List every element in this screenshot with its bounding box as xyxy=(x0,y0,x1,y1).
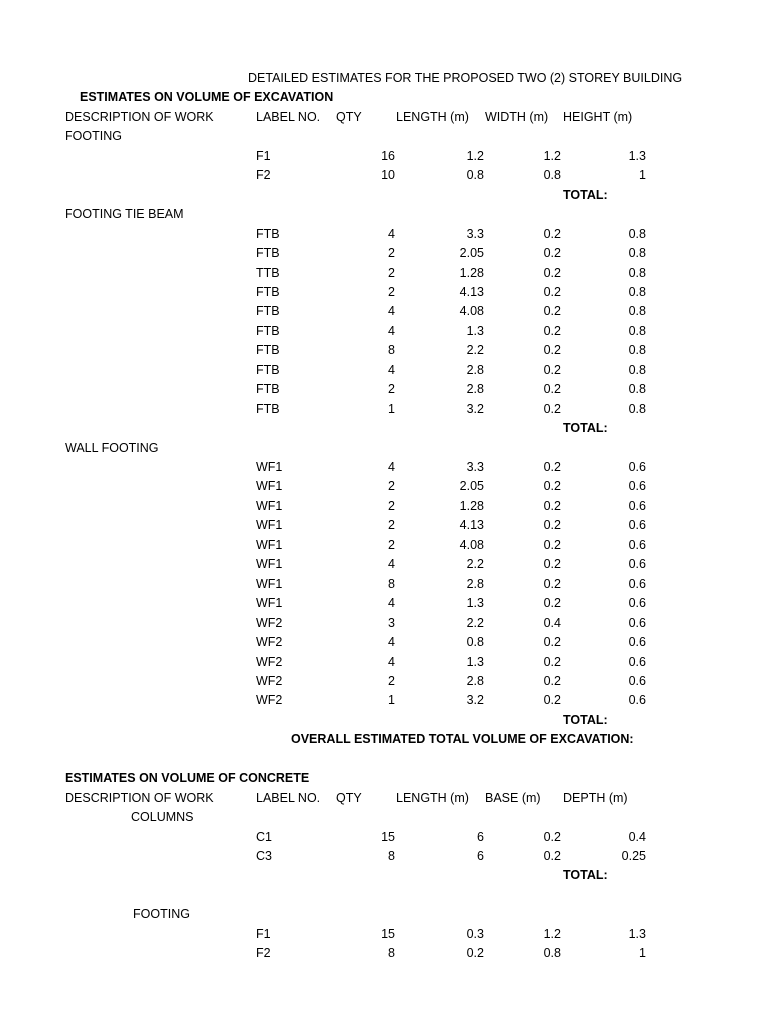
cell-dim-3: 0.6 xyxy=(628,615,646,630)
cell-label-no: WF1 xyxy=(256,537,283,552)
cell-qty: 8 xyxy=(388,343,395,358)
cell-qty: 1 xyxy=(388,401,395,416)
header-description: DESCRIPTION OF WORK xyxy=(65,790,214,805)
cell-base: 1.2 xyxy=(543,926,561,941)
cell-length: 2.8 xyxy=(466,673,484,688)
cell-qty: 3 xyxy=(388,615,395,630)
cell-length: 0.2 xyxy=(466,946,484,961)
cell-dim-3: 0.6 xyxy=(628,479,646,494)
cell-length: 2.2 xyxy=(466,343,484,358)
cell-label-no: WF1 xyxy=(256,479,283,494)
header-length: LENGTH (m) xyxy=(396,790,469,805)
cell-dim-2: 0.2 xyxy=(543,693,561,708)
cell-qty: 4 xyxy=(388,304,395,319)
cell-dim-2: 0.2 xyxy=(543,518,561,533)
total-label: TOTAL: xyxy=(563,187,608,202)
cell-label-no: FTB xyxy=(256,304,280,319)
header-description: DESCRIPTION OF WORK xyxy=(65,109,214,124)
cell-dim-2: 0.2 xyxy=(543,635,561,650)
header-label-no: LABEL NO. xyxy=(256,109,321,124)
cell-dim-2: 0.8 xyxy=(543,168,561,183)
cell-dim-3: 0.6 xyxy=(628,537,646,552)
cell-dim-3: 0.6 xyxy=(628,635,646,650)
cell-dim-2: 0.2 xyxy=(543,226,561,241)
cell-label-no: WF2 xyxy=(256,673,283,688)
cell-label-no: FTB xyxy=(256,343,280,358)
overall-total-label: OVERALL ESTIMATED TOTAL VOLUME OF EXCAVATION: xyxy=(291,732,634,747)
section-heading-concrete: ESTIMATES ON VOLUME OF CONCRETE xyxy=(65,771,310,786)
cell-qty: 4 xyxy=(388,226,395,241)
cell-length: 4.13 xyxy=(459,518,484,533)
cell-depth: 0.25 xyxy=(621,849,646,863)
cell-dim-3: 0.8 xyxy=(628,362,646,377)
cell-dim-3: 0.8 xyxy=(628,284,646,299)
cell-base: 0.2 xyxy=(543,829,561,844)
cell-dim-3: 0.6 xyxy=(628,693,646,708)
cell-label-no: FTB xyxy=(256,401,280,416)
cell-dim-3: 0.8 xyxy=(628,246,646,261)
cell-label-no: C1 xyxy=(256,829,272,844)
cell-length: 4.08 xyxy=(459,537,484,552)
cell-length: 3.2 xyxy=(466,401,484,416)
cell-dim-2: 0.2 xyxy=(543,479,561,494)
cell-qty: 10 xyxy=(381,168,395,183)
cell-dim-2: 0.2 xyxy=(543,654,561,669)
total-label: TOTAL: xyxy=(563,421,608,436)
cell-qty: 2 xyxy=(388,537,395,552)
cell-qty: 2 xyxy=(388,284,395,299)
excavation-group-title: FOOTING TIE BEAM xyxy=(65,207,184,222)
header-qty: QTY xyxy=(336,790,362,805)
cell-dim-2: 1.2 xyxy=(543,148,561,163)
cell-dim-2: 0.2 xyxy=(543,382,561,397)
cell-qty: 2 xyxy=(388,479,395,494)
cell-label-no: WF1 xyxy=(256,518,283,533)
cell-length: 2.2 xyxy=(466,557,484,572)
cell-dim-3: 0.8 xyxy=(628,265,646,280)
cell-qty: 2 xyxy=(388,673,395,688)
cell-dim-3: 0.8 xyxy=(628,323,646,338)
cell-label-no: F2 xyxy=(256,946,271,961)
cell-dim-3: 0.6 xyxy=(628,654,646,669)
cell-dim-2: 0.2 xyxy=(543,460,561,474)
header-depth: DEPTH (m) xyxy=(563,790,628,805)
cell-length: 3.3 xyxy=(466,460,484,474)
cell-dim-3: 1 xyxy=(639,168,646,183)
cell-dim-2: 0.2 xyxy=(543,304,561,319)
cell-dim-3: 1.3 xyxy=(628,148,646,163)
header-height: HEIGHT (m) xyxy=(563,109,633,124)
cell-dim-2: 0.2 xyxy=(543,537,561,552)
cell-qty: 2 xyxy=(388,265,395,280)
cell-label-no: FTB xyxy=(256,362,280,377)
cell-label-no: FTB xyxy=(256,246,280,261)
cell-dim-2: 0.2 xyxy=(543,323,561,338)
cell-qty: 4 xyxy=(388,654,395,669)
cell-dim-3: 0.6 xyxy=(628,596,646,611)
cell-length: 1.3 xyxy=(466,654,484,669)
cell-dim-2: 0.2 xyxy=(543,246,561,261)
cell-dim-2: 0.2 xyxy=(543,596,561,611)
excavation-group-title: WALL FOOTING xyxy=(65,440,159,455)
cell-qty: 2 xyxy=(388,246,395,261)
cell-length: 2.8 xyxy=(466,576,484,591)
cell-length: 2.8 xyxy=(466,362,484,377)
cell-dim-2: 0.2 xyxy=(543,401,561,416)
cell-dim-3: 0.6 xyxy=(628,498,646,513)
cell-length: 4.08 xyxy=(459,304,484,319)
cell-dim-2: 0.2 xyxy=(543,284,561,299)
cell-label-no: WF2 xyxy=(256,615,283,630)
section-heading-excavation: ESTIMATES ON VOLUME OF EXCAVATION xyxy=(80,90,334,105)
cell-length: 1.28 xyxy=(459,498,484,513)
header-label-no: LABEL NO. xyxy=(256,790,321,805)
cell-qty: 16 xyxy=(381,148,395,163)
cell-qty: 15 xyxy=(381,829,395,844)
cell-length: 1.2 xyxy=(466,148,484,163)
cell-dim-3: 0.6 xyxy=(628,460,646,474)
cell-length: 0.3 xyxy=(466,926,484,941)
cell-qty: 4 xyxy=(388,323,395,338)
cell-length: 3.3 xyxy=(466,226,484,241)
cell-dim-3: 0.8 xyxy=(628,382,646,397)
cell-label-no: FTB xyxy=(256,226,280,241)
total-label: TOTAL: xyxy=(563,868,608,883)
document-title: DETAILED ESTIMATES FOR THE PROPOSED TWO (2) STOREY BUILDING xyxy=(248,71,683,85)
cell-qty: 2 xyxy=(388,382,395,397)
cell-length: 1.3 xyxy=(466,596,484,611)
cell-dim-2: 0.2 xyxy=(543,557,561,572)
cell-label-no: WF1 xyxy=(256,596,283,611)
cell-dim-3: 0.6 xyxy=(628,557,646,572)
cell-dim-2: 0.2 xyxy=(543,498,561,513)
cell-length: 2.05 xyxy=(459,479,484,494)
cell-qty: 8 xyxy=(388,576,395,591)
cell-qty: 1 xyxy=(388,693,395,708)
cell-dim-2: 0.2 xyxy=(543,265,561,280)
cell-label-no: C3 xyxy=(256,849,272,863)
concrete-group-title: FOOTING xyxy=(133,907,190,922)
cell-depth: 1 xyxy=(639,946,646,961)
cell-label-no: WF2 xyxy=(256,635,283,650)
concrete-group-title: COLUMNS xyxy=(131,810,194,825)
cell-qty: 2 xyxy=(388,498,395,513)
excavation-group-title: FOOTING xyxy=(65,129,122,144)
total-label: TOTAL: xyxy=(563,712,608,727)
cell-qty: 8 xyxy=(388,946,395,961)
cell-length: 6 xyxy=(477,849,484,863)
cell-length: 4.13 xyxy=(459,284,484,299)
cell-label-no: WF1 xyxy=(256,498,283,513)
cell-label-no: F1 xyxy=(256,148,271,163)
cell-depth: 1.3 xyxy=(628,926,646,941)
cell-qty: 8 xyxy=(388,849,395,863)
cell-label-no: FTB xyxy=(256,382,280,397)
cell-qty: 15 xyxy=(381,926,395,941)
cell-dim-2: 0.2 xyxy=(543,343,561,358)
cell-length: 1.28 xyxy=(459,265,484,280)
cell-dim-3: 0.8 xyxy=(628,226,646,241)
cell-dim-2: 0.2 xyxy=(543,673,561,688)
cell-depth: 0.4 xyxy=(628,829,646,844)
cell-length: 6 xyxy=(477,829,484,844)
cell-dim-3: 0.6 xyxy=(628,518,646,533)
header-width: WIDTH (m) xyxy=(485,109,549,124)
cell-length: 0.8 xyxy=(466,168,484,183)
cell-label-no: F2 xyxy=(256,168,271,183)
cell-label-no: WF2 xyxy=(256,654,283,669)
cell-label-no: WF1 xyxy=(256,576,283,591)
cell-qty: 4 xyxy=(388,596,395,611)
cell-length: 2.8 xyxy=(466,382,484,397)
cell-dim-3: 0.6 xyxy=(628,576,646,591)
cell-dim-3: 0.8 xyxy=(628,401,646,416)
cell-length: 2.2 xyxy=(466,615,484,630)
cell-dim-3: 0.6 xyxy=(628,673,646,688)
cell-dim-3: 0.8 xyxy=(628,304,646,319)
cell-label-no: FTB xyxy=(256,323,280,338)
cell-qty: 4 xyxy=(388,362,395,377)
cell-label-no: WF1 xyxy=(256,460,283,474)
header-length: LENGTH (m) xyxy=(396,109,469,124)
cell-base: 0.8 xyxy=(543,946,561,961)
cell-label-no: F1 xyxy=(256,926,271,941)
cell-length: 1.3 xyxy=(466,323,484,338)
cell-label-no: TTB xyxy=(256,265,280,280)
cell-label-no: WF2 xyxy=(256,693,283,708)
cell-dim-2: 0.2 xyxy=(543,576,561,591)
cell-qty: 4 xyxy=(388,460,395,474)
cell-qty: 2 xyxy=(388,518,395,533)
cell-qty: 4 xyxy=(388,635,395,650)
cell-qty: 4 xyxy=(388,557,395,572)
cell-dim-2: 0.4 xyxy=(543,615,561,630)
cell-label-no: FTB xyxy=(256,284,280,299)
cell-dim-3: 0.8 xyxy=(628,343,646,358)
cell-length: 2.05 xyxy=(459,246,484,261)
cell-label-no: WF1 xyxy=(256,557,283,572)
cell-dim-2: 0.2 xyxy=(543,362,561,377)
header-qty: QTY xyxy=(336,109,362,124)
cell-length: 3.2 xyxy=(466,693,484,708)
header-base: BASE (m) xyxy=(485,790,541,805)
cell-length: 0.8 xyxy=(466,635,484,650)
cell-base: 0.2 xyxy=(543,849,561,863)
